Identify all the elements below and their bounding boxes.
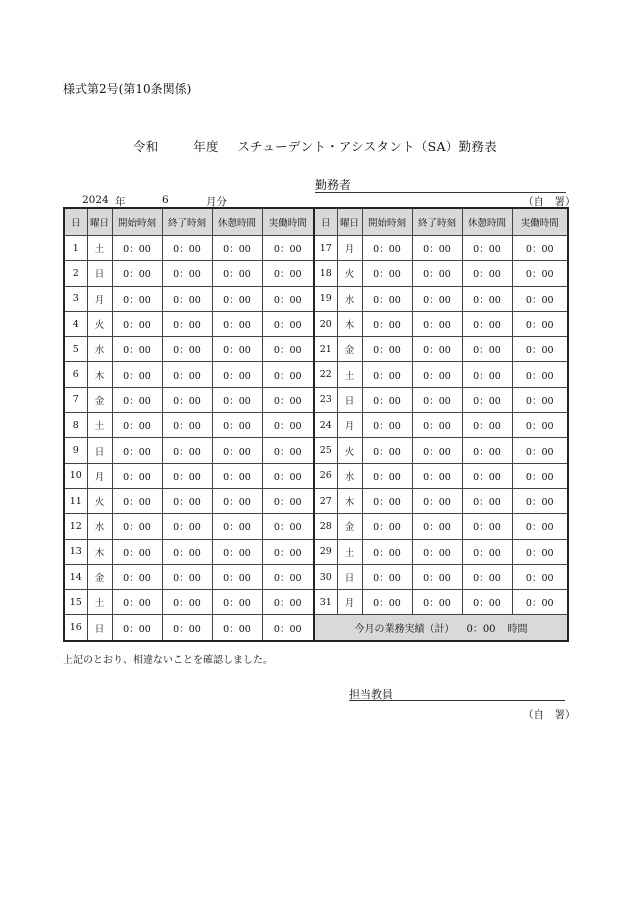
weekday-cell: 水 bbox=[337, 463, 362, 488]
break-time-cell[interactable]: 0：00 bbox=[462, 387, 512, 412]
end-time-cell[interactable]: 0：00 bbox=[162, 311, 212, 336]
break-time-cell[interactable]: 0：00 bbox=[462, 261, 512, 286]
table-row bbox=[64, 539, 568, 564]
day-cell: 27 bbox=[314, 488, 337, 513]
end-time-cell[interactable]: 0：00 bbox=[412, 311, 462, 336]
header-day: 日 bbox=[314, 208, 337, 236]
day-cell: 14 bbox=[64, 564, 87, 589]
work-time-cell[interactable]: 0：00 bbox=[512, 564, 568, 589]
day-cell: 9 bbox=[64, 438, 87, 463]
end-time-cell[interactable]: 0：00 bbox=[162, 286, 212, 311]
start-time-cell[interactable]: 0：00 bbox=[362, 488, 412, 513]
start-time-cell[interactable]: 0：00 bbox=[362, 286, 412, 311]
weekday-cell: 木 bbox=[337, 488, 362, 513]
day-cell: 2 bbox=[64, 261, 87, 286]
start-time-cell[interactable]: 0：00 bbox=[362, 514, 412, 539]
break-time-cell[interactable]: 0：00 bbox=[462, 438, 512, 463]
start-time-cell[interactable]: 0：00 bbox=[112, 337, 162, 362]
day-cell: 26 bbox=[314, 463, 337, 488]
break-time-cell[interactable]: 0：00 bbox=[212, 236, 262, 261]
day-cell: 7 bbox=[64, 387, 87, 412]
day-cell: 18 bbox=[314, 261, 337, 286]
weekday-cell: 木 bbox=[87, 362, 112, 387]
start-time-cell[interactable]: 0：00 bbox=[112, 539, 162, 564]
weekday-cell: 水 bbox=[337, 286, 362, 311]
table-row bbox=[64, 261, 568, 286]
break-time-cell[interactable]: 0：00 bbox=[462, 311, 512, 336]
day-cell: 5 bbox=[64, 337, 87, 362]
document-title bbox=[0, 137, 630, 155]
day-cell: 4 bbox=[64, 311, 87, 336]
header-start: 開始時刻 bbox=[362, 208, 412, 236]
end-time-cell[interactable]: 0：00 bbox=[412, 236, 462, 261]
break-time-cell[interactable]: 0：00 bbox=[212, 539, 262, 564]
form-number: 様式第2号(第10条関係) bbox=[63, 82, 192, 96]
start-time-cell[interactable]: 0：00 bbox=[362, 311, 412, 336]
weekday-cell: 月 bbox=[337, 590, 362, 615]
end-time-cell[interactable]: 0：00 bbox=[162, 362, 212, 387]
break-time-cell[interactable]: 0：00 bbox=[462, 463, 512, 488]
work-time-cell[interactable]: 0：00 bbox=[512, 463, 568, 488]
start-time-cell[interactable]: 0：00 bbox=[112, 488, 162, 513]
work-time-cell[interactable]: 0：00 bbox=[262, 539, 314, 564]
day-cell: 20 bbox=[314, 311, 337, 336]
start-time-cell[interactable]: 0：00 bbox=[112, 286, 162, 311]
period-month-unit: 月分 bbox=[206, 196, 227, 208]
total-unit: 時間 bbox=[507, 624, 528, 636]
weekday-cell: 金 bbox=[87, 387, 112, 412]
work-time-cell[interactable]: 0：00 bbox=[262, 311, 314, 336]
end-time-cell[interactable]: 0：00 bbox=[412, 539, 462, 564]
end-time-cell[interactable]: 0：00 bbox=[162, 615, 212, 641]
start-time-cell[interactable]: 0：00 bbox=[362, 438, 412, 463]
break-time-cell[interactable]: 0：00 bbox=[212, 514, 262, 539]
end-time-cell[interactable]: 0：00 bbox=[162, 564, 212, 589]
header-break: 休憩時間 bbox=[462, 208, 512, 236]
work-time-cell[interactable]: 0：00 bbox=[262, 488, 314, 513]
weekday-cell: 土 bbox=[87, 590, 112, 615]
work-time-cell[interactable]: 0：00 bbox=[512, 387, 568, 412]
start-time-cell[interactable]: 0：00 bbox=[112, 615, 162, 641]
start-time-cell[interactable]: 0：00 bbox=[362, 590, 412, 615]
end-time-cell[interactable]: 0：00 bbox=[162, 236, 212, 261]
self-sign-note: （自 署） bbox=[523, 709, 576, 721]
break-time-cell[interactable]: 0：00 bbox=[212, 337, 262, 362]
work-time-cell[interactable]: 0：00 bbox=[262, 615, 314, 641]
work-time-cell[interactable]: 0：00 bbox=[262, 564, 314, 589]
break-time-cell[interactable]: 0：00 bbox=[462, 286, 512, 311]
work-time-cell[interactable]: 0：00 bbox=[262, 514, 314, 539]
end-time-cell[interactable]: 0：00 bbox=[412, 590, 462, 615]
work-time-cell[interactable]: 0：00 bbox=[262, 438, 314, 463]
table-row bbox=[64, 286, 568, 311]
worker-field[interactable] bbox=[315, 176, 566, 193]
work-time-cell[interactable]: 0：00 bbox=[262, 362, 314, 387]
table-row bbox=[64, 514, 568, 539]
weekday-cell: 火 bbox=[87, 488, 112, 513]
end-time-cell[interactable]: 0：00 bbox=[162, 438, 212, 463]
work-time-cell[interactable]: 0：00 bbox=[262, 236, 314, 261]
break-time-cell[interactable]: 0：00 bbox=[212, 615, 262, 641]
end-time-cell[interactable]: 0：00 bbox=[412, 286, 462, 311]
work-time-cell[interactable]: 0：00 bbox=[262, 261, 314, 286]
weekday-cell: 月 bbox=[87, 463, 112, 488]
weekday-cell: 日 bbox=[337, 564, 362, 589]
day-cell: 29 bbox=[314, 539, 337, 564]
end-time-cell[interactable]: 0：00 bbox=[412, 387, 462, 412]
work-time-cell[interactable]: 0：00 bbox=[512, 337, 568, 362]
table-row bbox=[64, 488, 568, 513]
end-time-cell[interactable]: 0：00 bbox=[162, 337, 212, 362]
work-time-cell[interactable]: 0：00 bbox=[512, 311, 568, 336]
break-time-cell[interactable]: 0：00 bbox=[212, 311, 262, 336]
weekday-cell: 日 bbox=[337, 387, 362, 412]
start-time-cell[interactable]: 0：00 bbox=[112, 514, 162, 539]
header-day: 日 bbox=[64, 208, 87, 236]
header-end: 終了時刻 bbox=[162, 208, 212, 236]
day-cell: 28 bbox=[314, 514, 337, 539]
weekday-cell: 土 bbox=[337, 539, 362, 564]
start-time-cell[interactable]: 0：00 bbox=[112, 463, 162, 488]
day-cell: 3 bbox=[64, 286, 87, 311]
day-cell: 19 bbox=[314, 286, 337, 311]
start-time-cell[interactable]: 0：00 bbox=[362, 261, 412, 286]
start-time-cell[interactable]: 0：00 bbox=[112, 413, 162, 438]
work-time-cell[interactable]: 0：00 bbox=[262, 286, 314, 311]
start-time-cell[interactable]: 0：00 bbox=[362, 236, 412, 261]
confirmation-text: 上記のとおり、相違ないことを確認しました。 bbox=[63, 655, 273, 666]
day-cell: 10 bbox=[64, 463, 87, 488]
period-month: 6 bbox=[162, 194, 169, 206]
break-time-cell[interactable]: 0：00 bbox=[462, 590, 512, 615]
work-time-cell[interactable]: 0：00 bbox=[512, 488, 568, 513]
weekday-cell: 水 bbox=[87, 337, 112, 362]
start-time-cell[interactable]: 0：00 bbox=[362, 387, 412, 412]
start-time-cell[interactable]: 0：00 bbox=[112, 564, 162, 589]
day-cell: 12 bbox=[64, 514, 87, 539]
day-cell: 17 bbox=[314, 236, 337, 261]
table-row bbox=[64, 438, 568, 463]
day-cell: 8 bbox=[64, 413, 87, 438]
weekday-cell: 木 bbox=[87, 539, 112, 564]
work-time-cell[interactable]: 0：00 bbox=[512, 539, 568, 564]
work-time-cell[interactable]: 0：00 bbox=[512, 236, 568, 261]
start-time-cell[interactable]: 0：00 bbox=[112, 387, 162, 412]
break-time-cell[interactable]: 0：00 bbox=[462, 413, 512, 438]
work-time-cell[interactable]: 0：00 bbox=[512, 438, 568, 463]
day-cell: 23 bbox=[314, 387, 337, 412]
work-time-cell[interactable]: 0：00 bbox=[512, 362, 568, 387]
day-cell: 30 bbox=[314, 564, 337, 589]
day-cell: 16 bbox=[64, 615, 87, 641]
day-cell: 25 bbox=[314, 438, 337, 463]
start-time-cell[interactable]: 0：00 bbox=[362, 413, 412, 438]
end-time-cell[interactable]: 0：00 bbox=[412, 463, 462, 488]
work-time-cell[interactable]: 0：00 bbox=[512, 590, 568, 615]
end-time-cell[interactable]: 0：00 bbox=[162, 590, 212, 615]
day-cell: 11 bbox=[64, 488, 87, 513]
header-break: 休憩時間 bbox=[212, 208, 262, 236]
end-time-cell[interactable]: 0：00 bbox=[412, 438, 462, 463]
table-row bbox=[64, 236, 568, 261]
start-time-cell[interactable]: 0：00 bbox=[112, 438, 162, 463]
break-time-cell[interactable]: 0：00 bbox=[462, 514, 512, 539]
end-time-cell[interactable]: 0：00 bbox=[412, 337, 462, 362]
break-time-cell[interactable]: 0：00 bbox=[462, 488, 512, 513]
header-weekday: 曜日 bbox=[337, 208, 362, 236]
end-time-cell[interactable]: 0：00 bbox=[162, 539, 212, 564]
end-time-cell[interactable]: 0：00 bbox=[412, 564, 462, 589]
break-time-cell[interactable]: 0：00 bbox=[212, 590, 262, 615]
end-time-cell[interactable]: 0：00 bbox=[412, 261, 462, 286]
table-header-row bbox=[64, 208, 568, 236]
table-row bbox=[64, 590, 568, 615]
weekday-cell: 火 bbox=[87, 311, 112, 336]
worker-label: 勤務者 bbox=[315, 178, 352, 192]
header-work: 実働時間 bbox=[512, 208, 568, 236]
table-row bbox=[64, 564, 568, 589]
work-time-cell[interactable]: 0：00 bbox=[512, 286, 568, 311]
period-year: 2024 bbox=[82, 194, 109, 206]
start-time-cell[interactable]: 0：00 bbox=[362, 564, 412, 589]
break-time-cell[interactable]: 0：00 bbox=[212, 564, 262, 589]
weekday-cell: 日 bbox=[87, 438, 112, 463]
break-time-cell[interactable]: 0：00 bbox=[462, 236, 512, 261]
break-time-cell[interactable]: 0：00 bbox=[212, 463, 262, 488]
end-time-cell[interactable]: 0：00 bbox=[162, 413, 212, 438]
work-time-cell[interactable]: 0：00 bbox=[512, 413, 568, 438]
start-time-cell[interactable]: 0：00 bbox=[112, 590, 162, 615]
total-label: 今月の業務実績（計） bbox=[354, 624, 455, 636]
title-year-suffix: 年度 bbox=[193, 139, 219, 154]
start-time-cell[interactable]: 0：00 bbox=[112, 236, 162, 261]
end-time-cell[interactable]: 0：00 bbox=[412, 413, 462, 438]
work-time-cell[interactable]: 0：00 bbox=[512, 261, 568, 286]
weekday-cell: 金 bbox=[337, 337, 362, 362]
weekday-cell: 火 bbox=[337, 261, 362, 286]
table-row bbox=[64, 311, 568, 336]
weekday-cell: 木 bbox=[337, 311, 362, 336]
end-time-cell[interactable]: 0：00 bbox=[412, 514, 462, 539]
start-time-cell[interactable]: 0：00 bbox=[112, 362, 162, 387]
work-time-cell[interactable]: 0：00 bbox=[262, 387, 314, 412]
day-cell: 31 bbox=[314, 590, 337, 615]
teacher-label: 担当教員 bbox=[349, 688, 393, 701]
break-time-cell[interactable]: 0：00 bbox=[212, 261, 262, 286]
monthly-total bbox=[314, 615, 568, 641]
end-time-cell[interactable]: 0：00 bbox=[412, 362, 462, 387]
break-time-cell[interactable]: 0：00 bbox=[462, 337, 512, 362]
header-weekday: 曜日 bbox=[87, 208, 112, 236]
start-time-cell[interactable]: 0：00 bbox=[362, 337, 412, 362]
weekday-cell: 月 bbox=[337, 413, 362, 438]
weekday-cell: 土 bbox=[87, 236, 112, 261]
period-year-unit: 年 bbox=[115, 196, 126, 208]
self-sign-note: （自 署） bbox=[523, 196, 576, 208]
break-time-cell[interactable]: 0：00 bbox=[212, 488, 262, 513]
work-time-cell[interactable]: 0：00 bbox=[512, 514, 568, 539]
day-cell: 24 bbox=[314, 413, 337, 438]
end-time-cell[interactable]: 0：00 bbox=[162, 514, 212, 539]
table-row bbox=[64, 362, 568, 387]
end-time-cell[interactable]: 0：00 bbox=[162, 463, 212, 488]
break-time-cell[interactable]: 0：00 bbox=[212, 387, 262, 412]
weekday-cell: 土 bbox=[337, 362, 362, 387]
header-start: 開始時刻 bbox=[112, 208, 162, 236]
day-cell: 1 bbox=[64, 236, 87, 261]
title-era: 令和 bbox=[133, 139, 159, 154]
start-time-cell[interactable]: 0：00 bbox=[362, 463, 412, 488]
day-cell: 21 bbox=[314, 337, 337, 362]
start-time-cell[interactable]: 0：00 bbox=[362, 539, 412, 564]
weekday-cell: 水 bbox=[87, 514, 112, 539]
table-row bbox=[64, 413, 568, 438]
weekday-cell: 金 bbox=[87, 564, 112, 589]
teacher-field[interactable] bbox=[349, 686, 565, 701]
table-row bbox=[64, 387, 568, 412]
break-time-cell[interactable]: 0：00 bbox=[462, 362, 512, 387]
start-time-cell[interactable]: 0：00 bbox=[112, 261, 162, 286]
break-time-cell[interactable]: 0：00 bbox=[212, 413, 262, 438]
weekday-cell: 月 bbox=[87, 286, 112, 311]
end-time-cell[interactable]: 0：00 bbox=[162, 261, 212, 286]
start-time-cell[interactable]: 0：00 bbox=[362, 362, 412, 387]
day-cell: 6 bbox=[64, 362, 87, 387]
total-value: 0：00 bbox=[466, 624, 496, 636]
table-row bbox=[64, 463, 568, 488]
work-time-cell[interactable]: 0：00 bbox=[262, 413, 314, 438]
day-cell: 13 bbox=[64, 539, 87, 564]
work-time-cell[interactable]: 0：00 bbox=[262, 590, 314, 615]
header-end: 終了時刻 bbox=[412, 208, 462, 236]
end-time-cell[interactable]: 0：00 bbox=[162, 387, 212, 412]
work-time-cell[interactable]: 0：00 bbox=[262, 463, 314, 488]
weekday-cell: 月 bbox=[337, 236, 362, 261]
weekday-cell: 火 bbox=[337, 438, 362, 463]
end-time-cell[interactable]: 0：00 bbox=[412, 488, 462, 513]
weekday-cell: 土 bbox=[87, 413, 112, 438]
table-row bbox=[64, 615, 568, 641]
header-work: 実働時間 bbox=[262, 208, 314, 236]
break-time-cell[interactable]: 0：00 bbox=[212, 438, 262, 463]
break-time-cell[interactable]: 0：00 bbox=[212, 362, 262, 387]
break-time-cell[interactable]: 0：00 bbox=[462, 564, 512, 589]
attendance-table bbox=[63, 207, 569, 642]
weekday-cell: 日 bbox=[87, 615, 112, 641]
day-cell: 15 bbox=[64, 590, 87, 615]
end-time-cell[interactable]: 0：00 bbox=[162, 488, 212, 513]
table-row bbox=[64, 337, 568, 362]
work-time-cell[interactable]: 0：00 bbox=[262, 337, 314, 362]
weekday-cell: 金 bbox=[337, 514, 362, 539]
start-time-cell[interactable]: 0：00 bbox=[112, 311, 162, 336]
break-time-cell[interactable]: 0：00 bbox=[212, 286, 262, 311]
title-name: スチューデント・アシスタント（SA）勤務表 bbox=[237, 139, 497, 154]
day-cell: 22 bbox=[314, 362, 337, 387]
weekday-cell: 日 bbox=[87, 261, 112, 286]
break-time-cell[interactable]: 0：00 bbox=[462, 539, 512, 564]
